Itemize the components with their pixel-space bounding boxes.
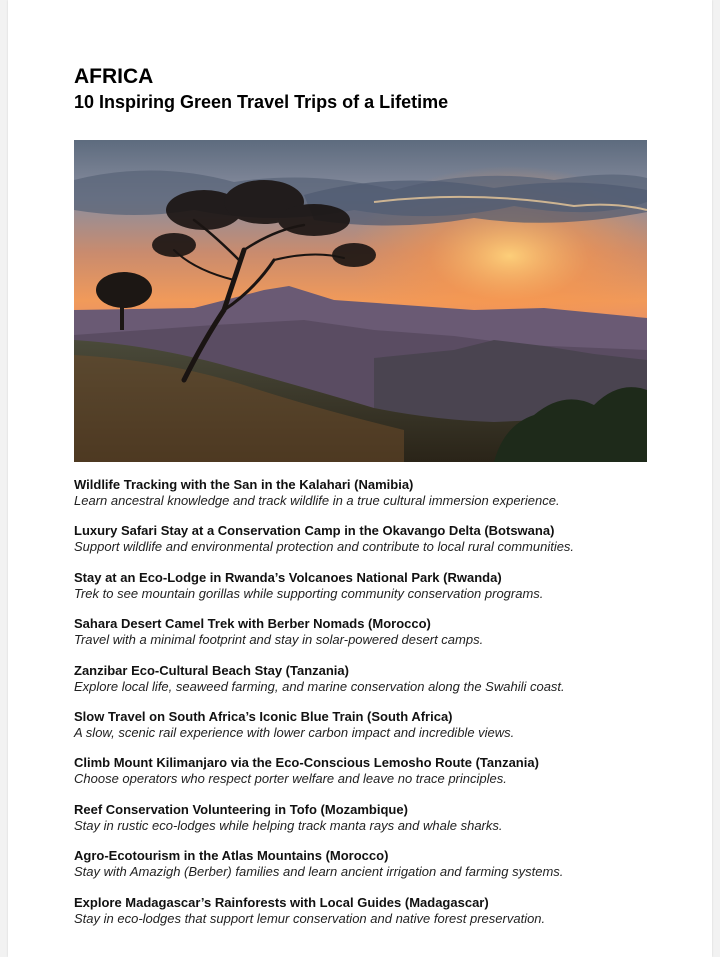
trip-description: Stay with Amazigh (Berber) families and learn ancient irrigation and farming systems. [74,864,564,880]
trip-title: Wildlife Tracking with the San in the Kalahari (Namibia) [74,477,414,492]
trip-item [74,523,674,569]
trip-item [74,663,674,709]
trip-item [74,477,674,523]
trip-description: A slow, scenic rail experience with lower carbon impact and incredible views. [74,724,515,740]
trip-item [74,616,674,662]
trip-list [74,477,674,941]
trip-item [74,570,674,616]
trip-description: Support wildlife and environmental protection and contribute to local rural communities. [74,539,575,555]
trip-description: Stay in eco-lodges that support lemur conservation and native forest preservation. [74,910,546,926]
trip-description: Travel with a minimal footprint and stay in solar-powered desert camps. [74,632,484,648]
page-title: AFRICA [74,65,154,88]
trip-description: Stay in rustic eco-lodges while helping track manta rays and whale sharks. [74,817,503,833]
page-subtitle: 10 Inspiring Green Travel Trips of a Lifetime [74,92,449,112]
trip-title: Reef Conservation Volunteering in Tofo (Mozambique) [74,801,408,817]
trip-item [74,802,674,848]
trip-title: Slow Travel on South Africa’s Iconic Blue Train (South Africa) [74,708,453,724]
trip-description: Trek to see mountain gorillas while supporting community conservation programs. [74,585,544,601]
trip-title: Sahara Desert Camel Trek with Berber Nomads (Morocco) [74,616,431,632]
trip-description: Choose operators who respect porter welfare and leave no trace principles. [74,771,507,787]
trip-title: Explore Madagascar’s Rainforests with Local Guides (Madagascar) [74,894,489,910]
trip-title: Agro-Ecotourism in the Atlas Mountains (Morocco) [74,848,389,864]
trip-item [74,895,674,941]
trip-item [74,848,674,894]
trip-title: Stay at an Eco-Lodge in Rwanda’s Volcanoes National Park (Rwanda) [74,569,502,585]
trip-description: Learn ancestral knowledge and track wildlife in a true cultural immersion experience. [74,493,560,508]
trip-title: Zanzibar Eco-Cultural Beach Stay (Tanzania) [74,662,349,678]
document-page [8,0,712,957]
trip-item [74,755,674,801]
trip-title: Climb Mount Kilimanjaro via the Eco-Conscious Lemosho Route (Tanzania) [74,755,539,771]
trip-description: Explore local life, seaweed farming, and marine conservation along the Swahili coast. [74,678,565,694]
hero-image [74,140,647,462]
trip-title: Luxury Safari Stay at a Conservation Camp in the Okavango Delta (Botswana) [74,523,555,539]
trip-item [74,709,674,755]
